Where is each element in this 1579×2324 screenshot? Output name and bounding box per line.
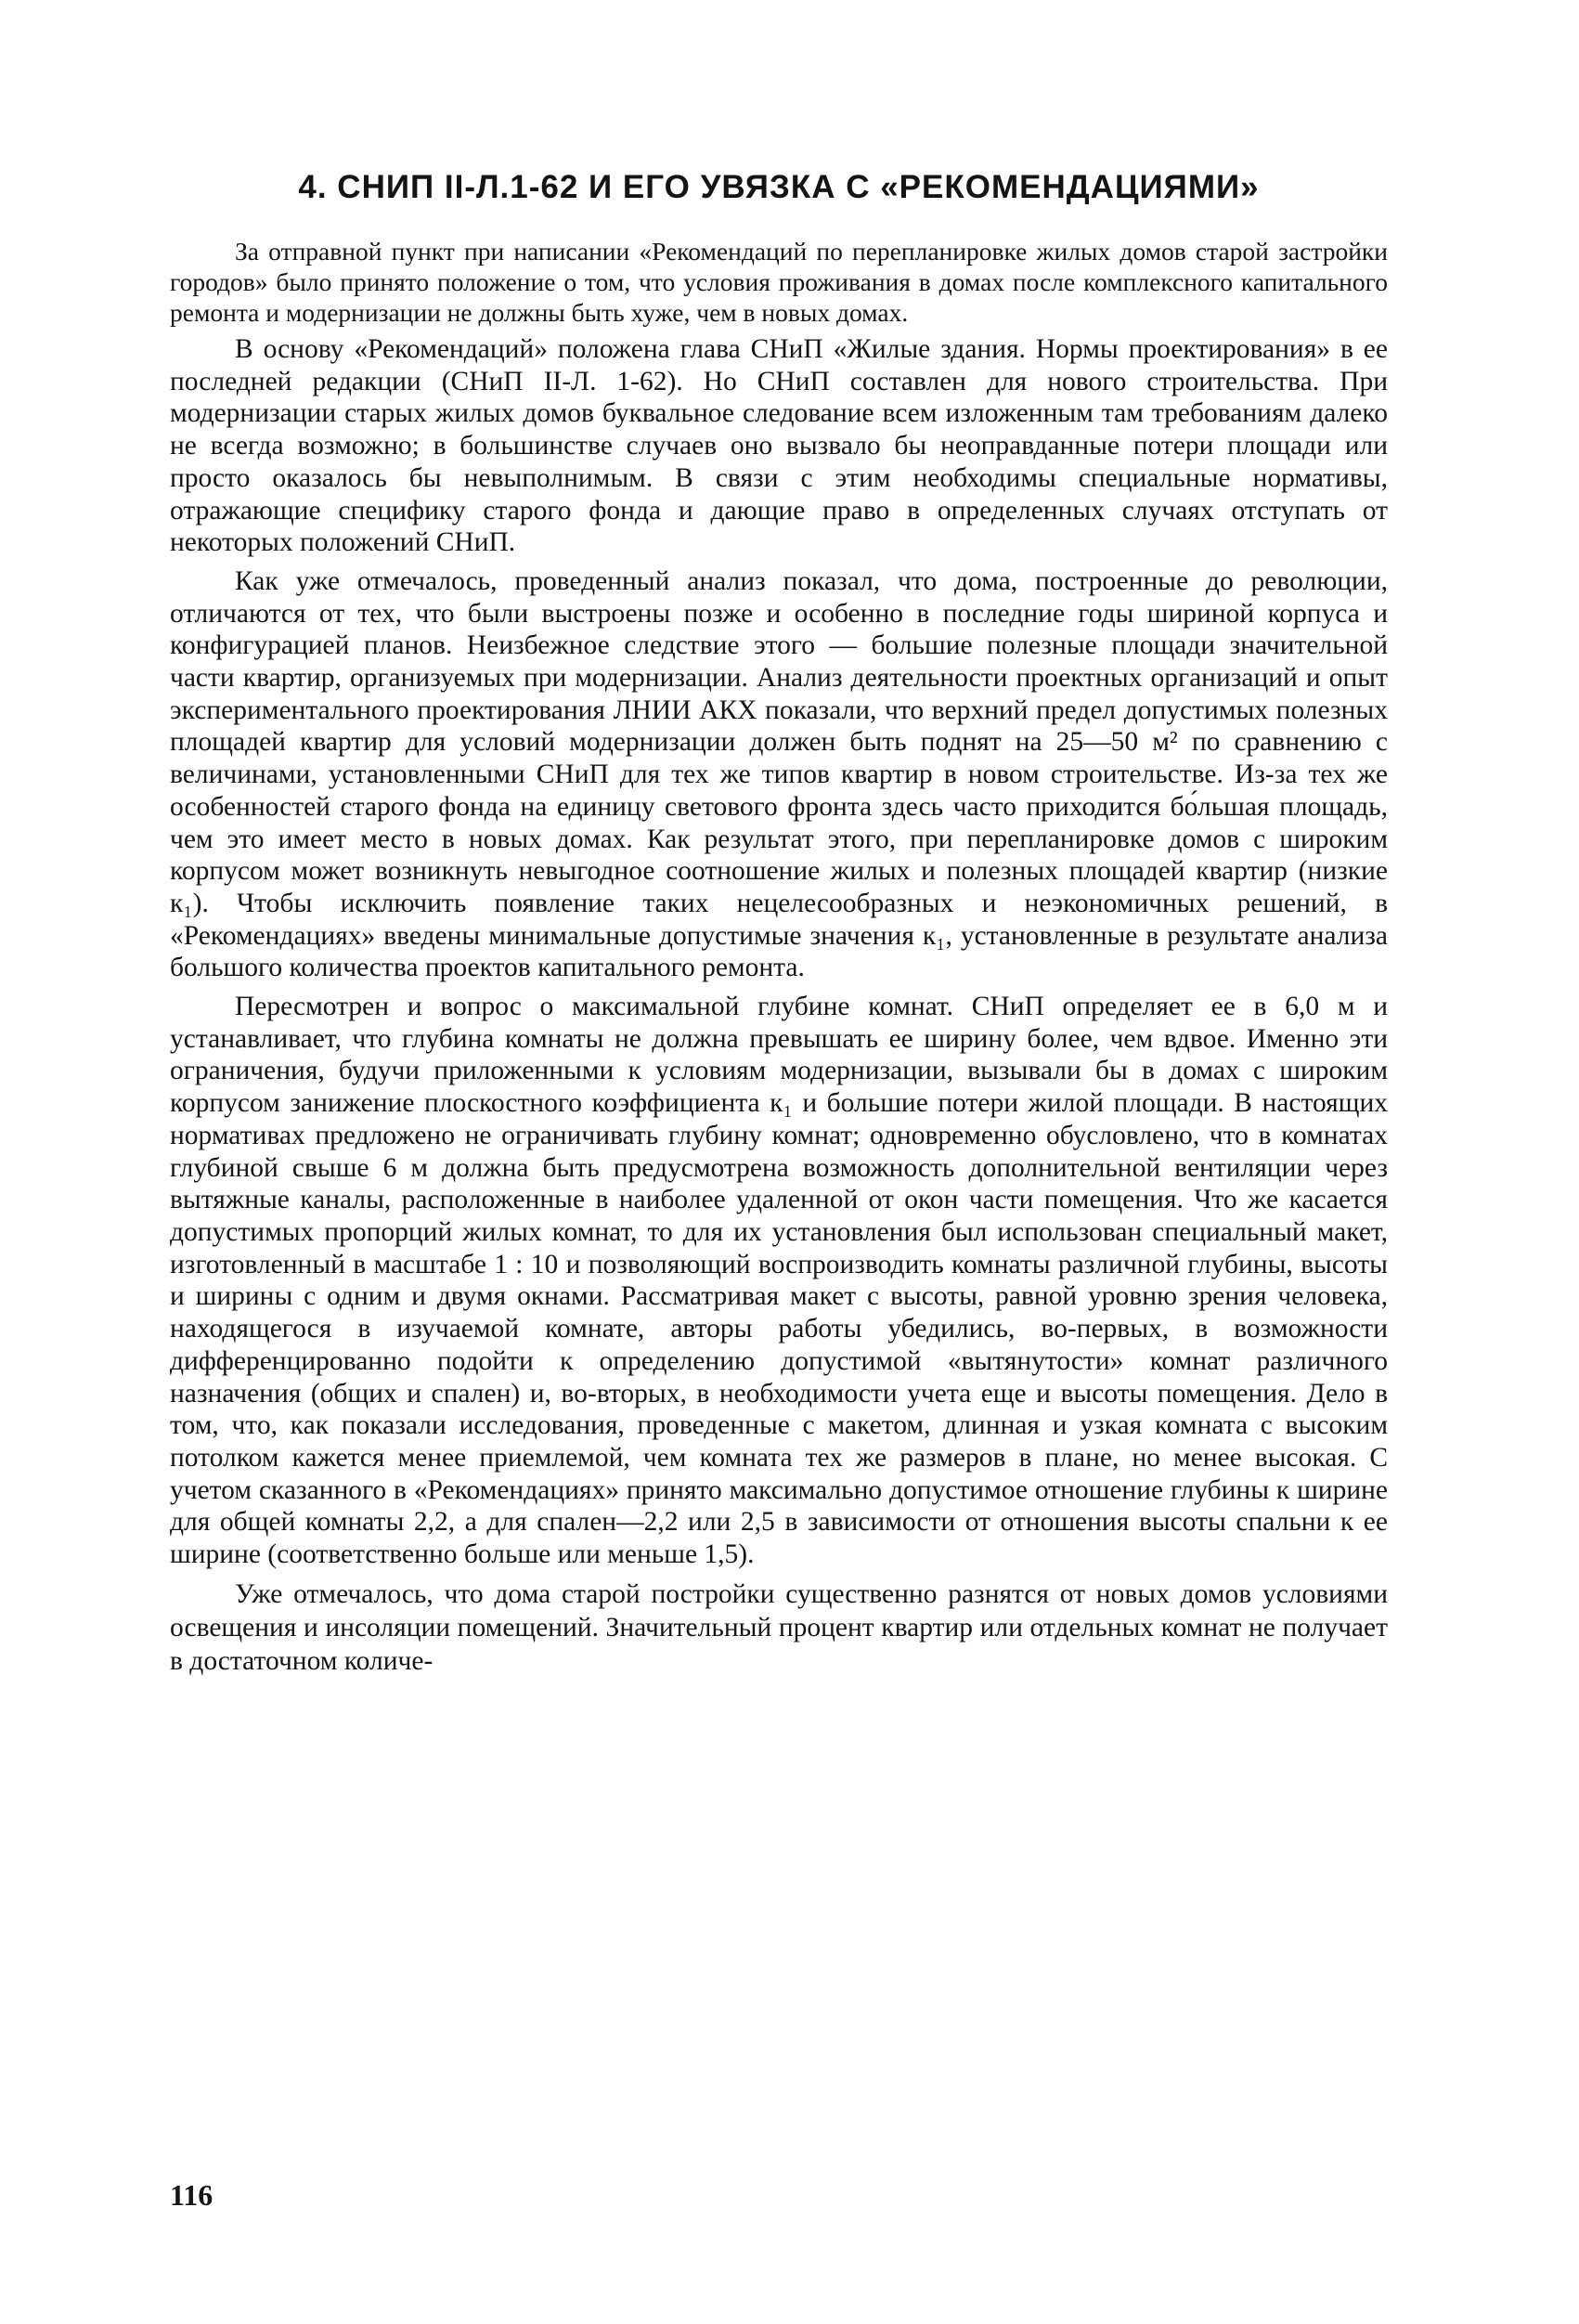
page-content — [170, 167, 1388, 1684]
paragraph-1: За отправной пункт при написании «Рекомендаций по перепланировке жилых домов старой застройки городов» было принято положение о том, что условия проживания в домах после комплексного капитального ремонта и модернизации не должны быть хуже, чем в новых домах. — [170, 237, 1388, 327]
paragraph-4: Пересмотрен и вопрос о максимальной глубине комнат. СНиП определяет ее в 6,0 м и устанавливает, что глубина комнаты не должна превышать ее ширину более, чем вдвое. Именно эти ограничения, будучи приложенными к условиям модернизации, вызывали бы в домах с широким корпусом занижение плоскостного коэффициента к₁ и большие потери жилой площади. В настоящих нормативах предложено не ограничивать глубину комнат; одновременно обусловлено, что в комнатах глубиной свыше 6 м должна быть предусмотрена возможность дополнительной вентиляции через вытяжные каналы, расположенные в наиболее удаленной от окон части помещения. Что же касается допустимых пропорций жилых комнат, то для их установления был использован специальный макет, изготовленный в масштабе 1 : 10 и позволяющий воспроизводить комнаты различной глубины, высоты и ширины с одним и двумя окнами. Рассматривая макет с высоты, равной уровню зрения человека, находящегося в изучаемой комнате, авторы работы убедились, во-первых, в возможности дифференцированно подойти к определению допустимой «вытянутости» комнат различного назначения (общих и спален) и, во-вторых, в необходимости учета еще и высоты помещения. Дело в том, что, как показали исследования, проведенные с макетом, длинная и узкая комната с высоким потолком кажется менее приемлемой, чем комната тех же размеров в плане, но менее высокая. С учетом сказанного в «Рекомендациях» принято максимально допустимое отношение глубины к ширине для общей комнаты 2,2, а для спален—2,2 или 2,5 в зависимости от отношения высоты спальни к ее ширине (соответственно больше или меньше 1,5). — [170, 992, 1388, 1570]
paragraph-2: В основу «Рекомендаций» положена глава СНиП «Жилые здания. Нормы проектирования» в ее последней редакции (СНиП II-Л. 1-62). Но СНиП составлен для нового строительства. При модернизации старых жилых домов буквальное следование всем изложенным там требованиям далеко не всегда возможно; в большинстве случаев оно вызвало бы неоправданные потери площади или просто оказалось бы невыполнимым. В связи с этим необходимы специальные нормативы, отражающие специфику старого фонда и дающие право в определенных случаях отступать от некоторых положений СНиП. — [170, 334, 1388, 558]
paragraph-5: Уже отмечалось, что дома старой постройки существенно разнятся от новых домов условиями освещения и инсоляции помещений. Значительный процент квартир или отдельных комнат не получает в достаточном количе- — [170, 1578, 1388, 1676]
page-number: 116 — [170, 2178, 214, 2212]
paragraph-3: Как уже отмечалось, проведенный анализ показал, что дома, построенные до революции, отличаются от тех, что были выстроены позже и особенно в последние годы шириной корпуса и конфигурацией планов. Неизбежное следствие этого — большие полезные площади значительной части квартир, организуемых при модернизации. Анализ деятельности проектных организаций и опыт экспериментального проектирования ЛНИИ АКХ показали, что верхний предел допустимых полезных площадей квартир для условий модернизации должен быть поднят на 25—50 м² по сравнению с величинами, установленными СНиП для тех же типов квартир в новом строительстве. Из-за тех же особенностей старого фонда на единицу светового фронта здесь часто приходится бо́льшая площадь, чем это имеет место в новых домах. Как результат этого, при перепланировке домов с широким корпусом может возникнуть невыгодное соотношение жилых и полезных площадей квартир (низкие к₁). Чтобы исключить появление таких нецелесообразных и неэкономичных решений, в «Рекомендациях» введены минимальные допустимые значения к₁, установленные в результате анализа большого количества проектов капитального ремонта. — [170, 565, 1388, 983]
section-heading: 4. СНИП II-Л.1-62 И ЕГО УВЯЗКА С «РЕКОМЕНДАЦИЯМИ» — [298, 169, 1260, 205]
